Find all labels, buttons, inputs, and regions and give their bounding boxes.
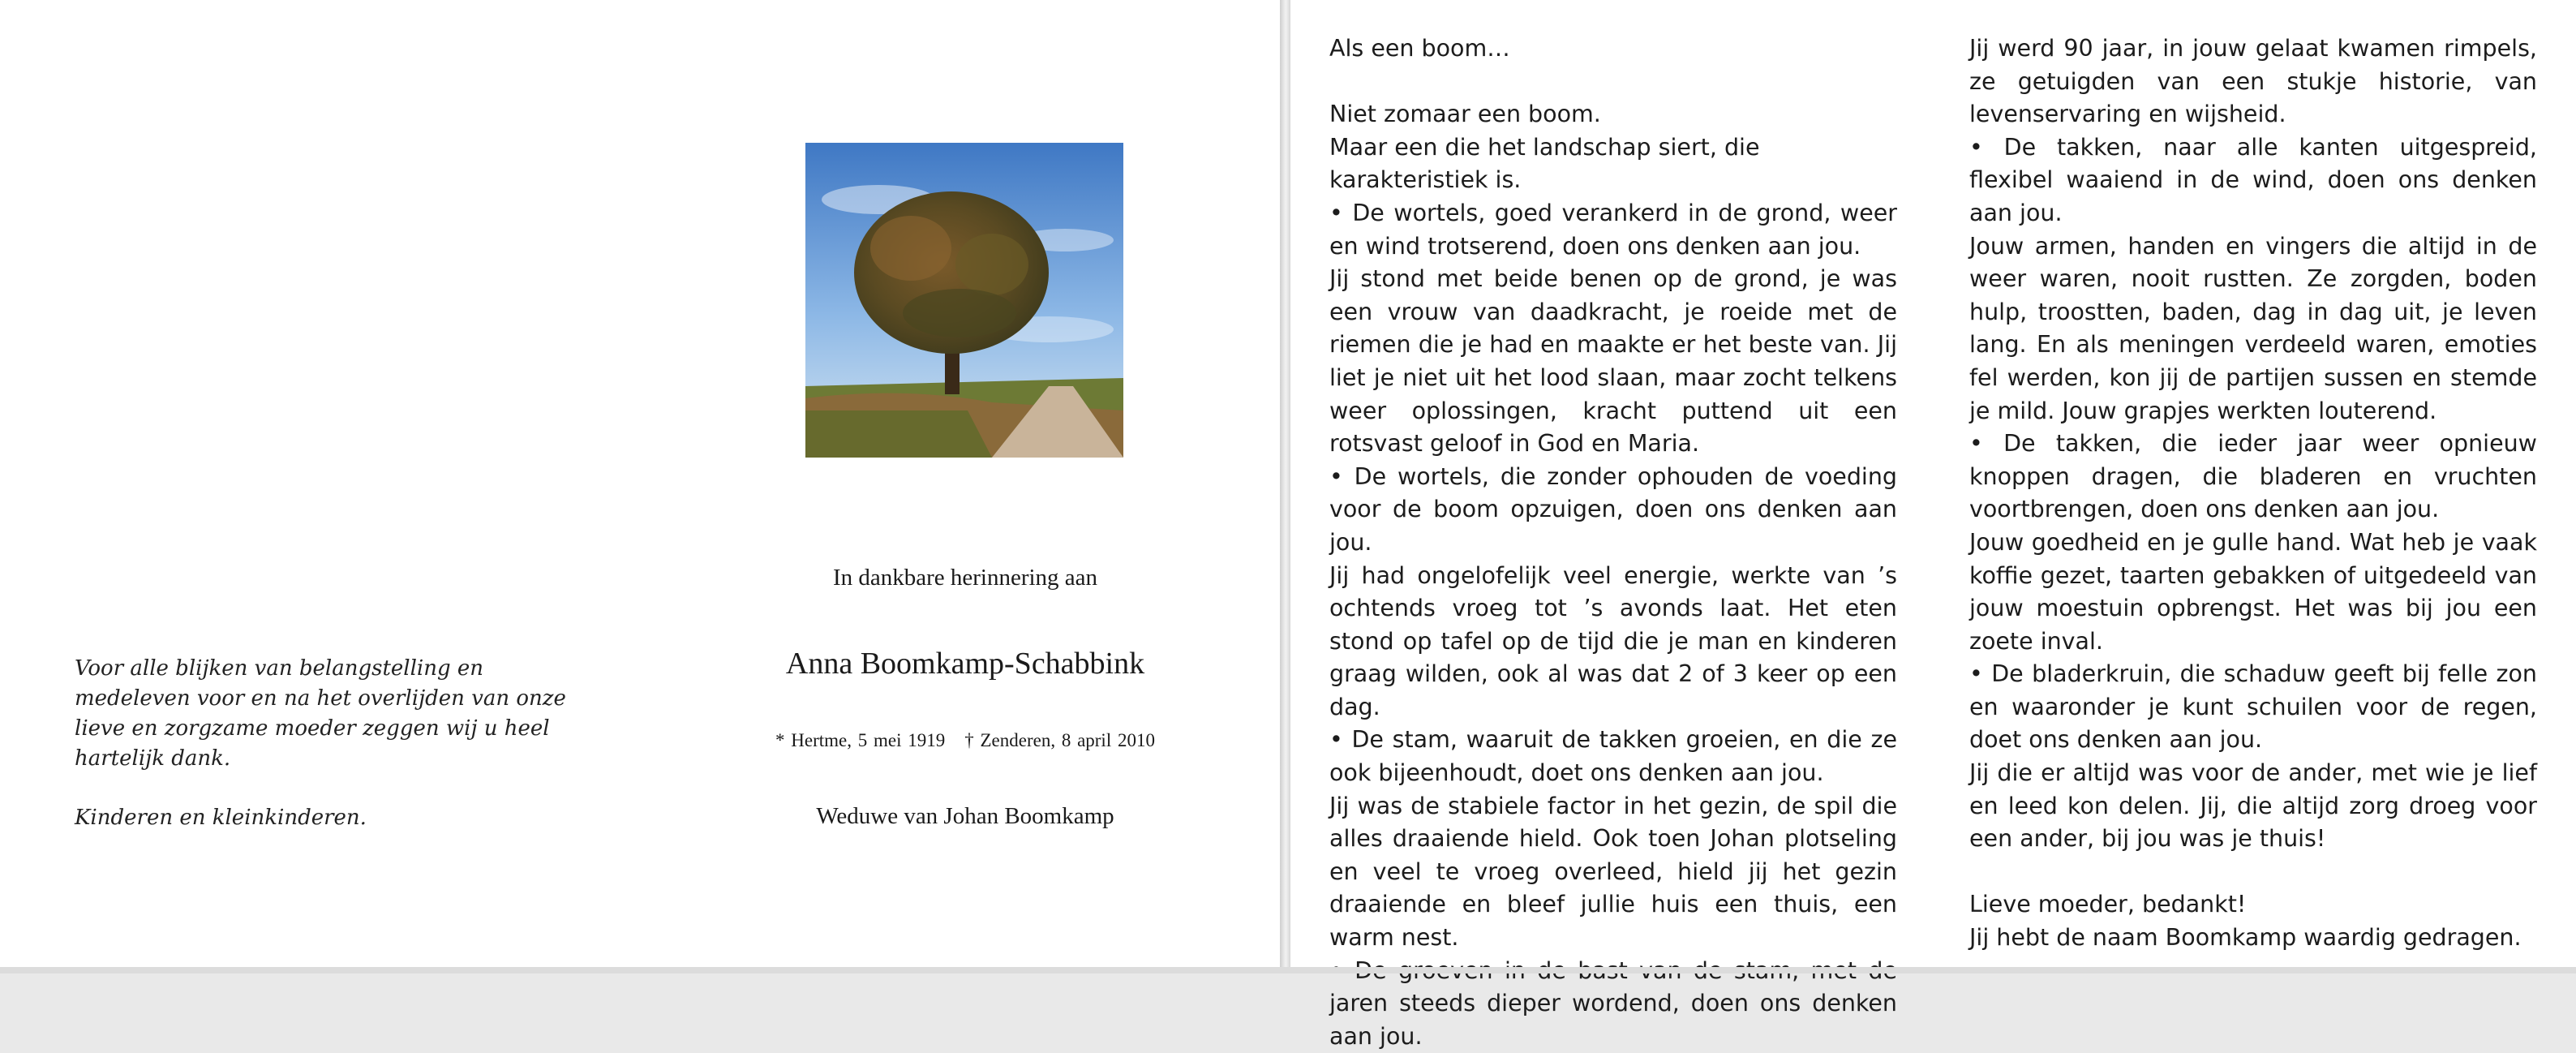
- poem-column-1: [1329, 32, 1897, 1053]
- poem-paragraph: Jij stond met beide benen op de grond, je was een vrouw van daadkracht, je roeide met de riemen die je had en maakte er het beste van. Jij liet je niet uit het lood slaan, maar zocht telkens weer oplossingen, kracht puttend uit een rotsvast geloof in God en Maria.: [1329, 265, 1897, 458]
- thanks-line: medeleven voor en na het overlijden van onze: [75, 686, 566, 711]
- poem-line: Niet zomaar een boom.: [1329, 101, 1601, 128]
- remembrance-label: In dankbare herinnering aan: [832, 565, 1098, 591]
- birth-date: * Hertme, 5 mei 1919: [775, 730, 946, 750]
- thanks-line: Voor alle blijken van belangstelling en: [75, 656, 484, 681]
- poem-column-2: [1969, 32, 2537, 955]
- memorial-card-left: [0, 0, 1280, 970]
- closing-line: Lieve moeder, bedankt!: [1969, 891, 2247, 918]
- poem-spacer: [1969, 856, 2537, 889]
- poem-paragraph: • De takken, die ieder jaar weer opnieuw knoppen dragen, die bladeren en vruchten voortbrengen, doen ons denken aan jou.: [1969, 430, 2537, 523]
- thanks-line: hartelijk dank.: [75, 746, 231, 771]
- poem-paragraph: Jouw armen, handen en vingers die altijd in de weer waren, nooit rustten. Ze zorgden, boden hulp, troostten, baden, dag in dag uit, je leven lang. En als meningen verdeeld waren, emoties fel werden, kon jij de partijen sussen en stemde je mild. Jouw grapjes werkten louterend.: [1969, 232, 2537, 424]
- life-dates: [706, 730, 1225, 751]
- memorial-card-right: [1290, 0, 2576, 1050]
- poem-paragraph: • De wortels, die zonder ophouden de voeding voor de boom opzuigen, doen ons denken aan jou.: [1329, 462, 1897, 556]
- deceased-name: Anna Boomkamp-Schabbink: [785, 647, 1145, 681]
- closing-line: Jij hebt de naam Boomkamp waardig gedragen.: [1969, 924, 2522, 952]
- thanks-line: lieve en zorgzame moeder zeggen wij u heel: [75, 716, 550, 741]
- widow-line: Weduwe van Johan Boomkamp: [816, 803, 1114, 829]
- poem-paragraph: Jij die er altijd was voor de ander, met wie je lief en leed kon delen. Jij, die altijd zorg droeg voor een ander, bij jou was je thuis!: [1969, 759, 2537, 853]
- tree-photo: [805, 143, 1123, 458]
- thank-you-note: [75, 654, 594, 833]
- poem-paragraph: Jij was de stabiele factor in het gezin, de spil die alles draaiende hield. Ook toen Johan plotseling en veel te vroeg overleed, hield jij het gezin draaiende en bleef jullie huis een thuis, een warm nest.: [1329, 792, 1897, 952]
- death-date: † Zenderen, 8 april 2010: [964, 730, 1155, 750]
- poem-spacer: [1329, 66, 1897, 99]
- poem-paragraph: jaren steeds dieper wordend, doen ons denken aan jou.: [1329, 990, 1897, 1050]
- poem-paragraph: Jij had ongelofelijk veel energie, werkte van ’s ochtends vroeg tot ’s avonds laat. Het eten stond op tafel op de tijd die je man en kinderen graag wilden, ook al was dat 2 of 3 keer op een dag.: [1329, 561, 1897, 720]
- poem-paragraph: Jij werd 90 jaar, in jouw gelaat kwamen rimpels, ze getuigden van een stukje historie, van levenservaring en wijsheid.: [1969, 35, 2537, 128]
- poem-paragraph: • De takken, naar alle kanten uitgespreid, flexibel waaiend in de wind, doen ons denken aan jou.: [1969, 133, 2537, 226]
- signoff: Kinderen en kleinkinderen.: [75, 806, 367, 830]
- poem-paragraph: Jouw goedheid en je gulle hand. Wat heb je vaak koffie gezet, taarten gebakken of uitgedeeld van jouw moestuin opbrengst. Het was bij jou een zoete inval.: [1969, 528, 2537, 655]
- poem-title: Als een boom…: [1329, 35, 1510, 62]
- poem-line: Maar een die het landschap siert, die karakteristiek is.: [1329, 133, 1760, 194]
- poem-paragraph: • De bladerkruin, die schaduw geeft bij felle zon en waaronder je kunt schuilen voor de regen, doet ons denken aan jou.: [1969, 660, 2537, 754]
- poem-paragraph: • De stam, waaruit de takken groeien, en die ze ook bijeenhoudt, doet ons denken aan jou.: [1329, 726, 1897, 787]
- tree-photo-graphic: [805, 143, 1123, 458]
- poem-paragraph: • De wortels, goed verankerd in de grond, weer en wind trotserend, doen ons denken aan jou.: [1329, 199, 1897, 260]
- card-bottom-edge: [0, 967, 2576, 973]
- card-fold: [1280, 0, 1290, 973]
